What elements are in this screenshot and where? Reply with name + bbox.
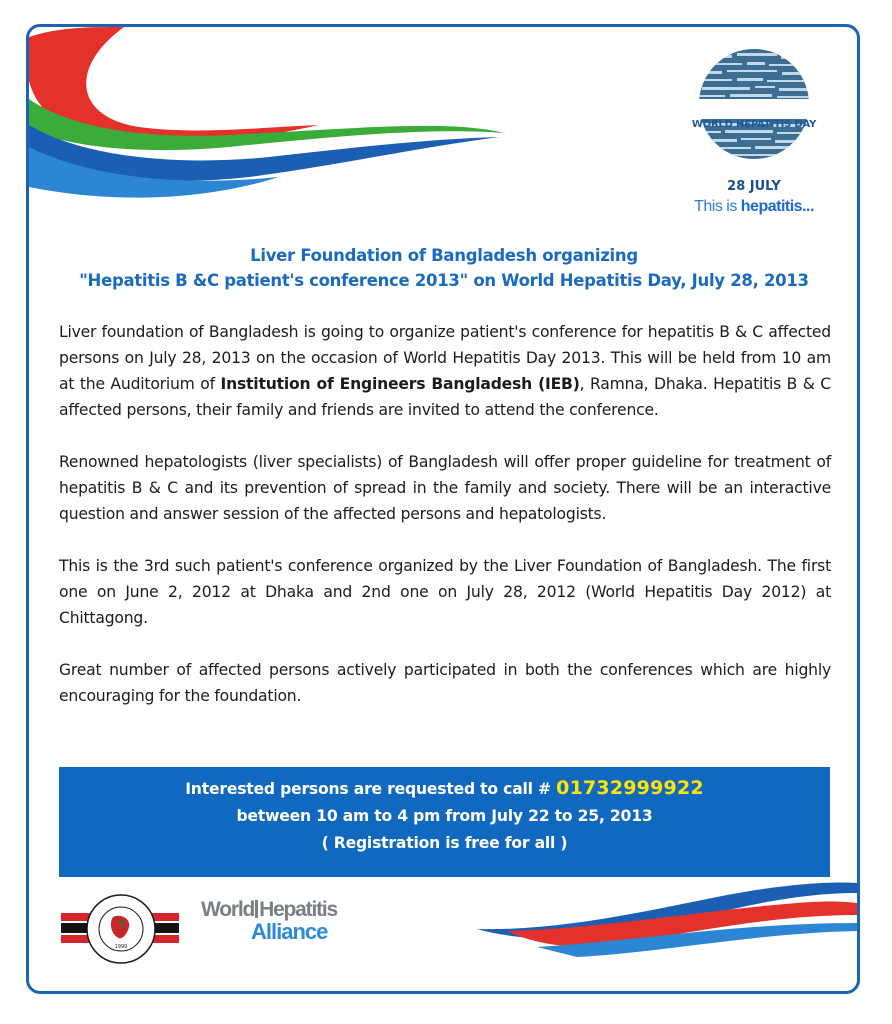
paragraph-2: Renowned hepatologists (liver specialists) of Bangladesh will offer proper guideline for treatment of hepatitis B & C and its prevention of spread in the family and society. There will be an interactive question and answer session of the affected persons and hepatologists.	[59, 453, 831, 523]
world-hepatitis-day-badge	[679, 47, 829, 232]
paragraph-3: This is the 3rd such patient's conference organized by the Liver Foundation of Bangladesh. The first one on June 2, 2012 at Dhaka and 2nd one on July 28, 2012 (World Hepatitis Day 2012) at Chittagong.	[59, 557, 831, 627]
paragraph-1-part-b: , Ramna, Dhaka. Hepatitis B & C affected persons, their family and friends are invited to attend the conference.	[59, 375, 831, 419]
world-hepatitis-alliance-logo	[201, 899, 371, 949]
lfb-year-mark: 1999	[114, 944, 128, 950]
wha-world: World	[201, 898, 255, 921]
announcement-heading	[59, 243, 829, 293]
badge-tagline	[679, 198, 829, 216]
phone-number[interactable]: 01732999922	[556, 777, 704, 799]
globe-icon	[697, 47, 811, 161]
callout-line-1	[59, 775, 830, 803]
callout-prefix: Interested persons are requested to call #	[185, 780, 557, 798]
poster-frame	[26, 24, 860, 994]
wha-alliance: Alliance	[251, 919, 328, 944]
paragraph-4: Great number of affected persons actively participated in both the conferences which are highly encouraging for the foundation.	[59, 661, 831, 705]
badge-tagline-prefix: This is	[694, 198, 741, 215]
callout-line-2: between 10 am to 4 pm from July 22 to 25, 2013	[236, 807, 653, 825]
badge-tagline-bold: hepatitis...	[740, 198, 814, 215]
paragraph-1-bold: Institution of Engineers Bangladesh (IEB)	[220, 375, 580, 393]
heading-line-1: Liver Foundation of Bangladesh organizing	[250, 246, 638, 265]
liver-foundation-logo	[61, 893, 179, 965]
callout-line-3: ( Registration is free for all )	[321, 834, 568, 852]
top-left-swoosh-graphic	[29, 27, 549, 227]
bottom-right-swoosh-graphic	[477, 871, 857, 991]
announcement-body	[59, 319, 831, 735]
paragraph-1	[59, 319, 831, 423]
badge-date: 28 JULY	[727, 179, 781, 194]
wha-divider	[255, 900, 258, 918]
wha-top-line	[201, 899, 371, 921]
registration-callout	[59, 767, 830, 877]
heading-line-2: "Hepatitis B &C patient's conference 2013" on World Hepatitis Day, July 28, 2013	[79, 271, 809, 290]
badge-title: WORLD HEPATITIS DAY	[691, 119, 817, 130]
wha-hepatitis: Hepatitis	[259, 898, 337, 921]
paragraph-1-part-a: Liver foundation of Bangladesh is going to organize patient's conference for hepatitis B & C affected persons on July 28, 2013 on the occasion of World Hepatitis Day 2013. This will be held from 10 am at the Auditorium of	[59, 323, 831, 393]
